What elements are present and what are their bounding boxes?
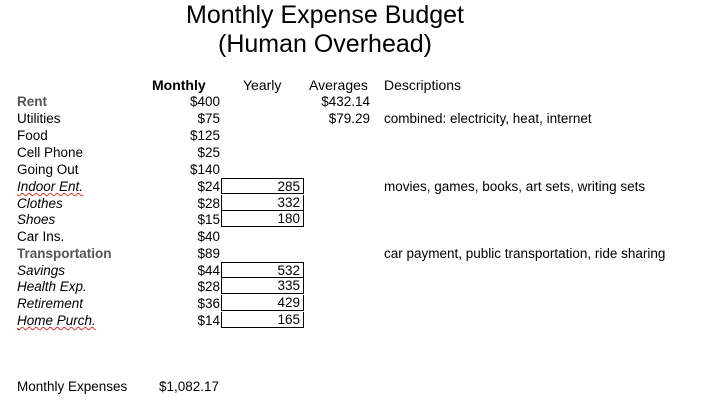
row-label: Going Out: [17, 162, 79, 177]
page-title-line-2: (Human Overhead): [218, 30, 432, 58]
table-row: [0, 178, 706, 195]
row-monthly: $40: [197, 229, 220, 244]
row-monthly: $75: [197, 111, 220, 126]
table-row: [0, 195, 706, 212]
row-average: $79.29: [328, 111, 370, 126]
total-label: Monthly Expenses: [17, 379, 128, 394]
table-row: [0, 93, 706, 110]
row-yearly-cell: 332: [221, 195, 304, 211]
header-yearly: Yearly: [243, 77, 282, 93]
row-yearly-cell: 532: [221, 262, 304, 278]
table-row: [0, 228, 706, 245]
row-average: $432.14: [321, 94, 370, 109]
header-descriptions: Descriptions: [384, 77, 462, 93]
row-monthly: $89: [197, 246, 220, 261]
row-label: Health Exp.: [17, 279, 87, 294]
table-row: [0, 312, 706, 329]
row-description: combined: electricity, heat, internet: [384, 111, 592, 126]
row-description: car payment, public transportation, ride sharing: [384, 246, 666, 261]
row-yearly-cell: 429: [221, 295, 304, 311]
row-label: Utilities: [17, 111, 61, 126]
row-monthly: $36: [197, 296, 220, 311]
row-monthly: $28: [197, 196, 220, 211]
table-row: [0, 127, 706, 144]
row-yearly-cell: 165: [221, 312, 304, 328]
row-monthly: $15: [197, 212, 220, 227]
row-yearly-cell: 335: [221, 278, 304, 294]
table-row: [0, 295, 706, 312]
table-row: [0, 144, 706, 161]
row-monthly: $400: [189, 94, 220, 109]
row-monthly: $24: [197, 179, 220, 194]
row-label: Clothes: [17, 196, 63, 211]
table-row: [0, 262, 706, 279]
table-row: [0, 211, 706, 228]
row-monthly: $125: [189, 128, 220, 143]
row-monthly: $140: [189, 162, 220, 177]
row-monthly: $25: [197, 145, 220, 160]
stray-mark-icon: ˋ: [17, 328, 21, 339]
table-row: [0, 278, 706, 295]
row-monthly: $14: [197, 313, 220, 328]
row-yearly-cell: 285: [221, 178, 304, 194]
row-label: Shoes: [17, 212, 56, 227]
row-label: Rent: [17, 94, 47, 109]
row-label: Home Purch.: [17, 313, 96, 328]
table-row: [0, 161, 706, 178]
row-label: Transportation: [17, 246, 112, 261]
page-title-line-1: Monthly Expense Budget: [186, 1, 464, 29]
row-monthly: $44: [197, 263, 220, 278]
row-label: Car Ins.: [17, 229, 65, 244]
row-monthly: $28: [197, 279, 220, 294]
total-value: $1,082.17: [159, 379, 220, 394]
row-label: Food: [17, 128, 48, 143]
header-averages: Averages: [309, 77, 368, 93]
row-label: Indoor Ent.: [17, 179, 84, 194]
header-monthly: Monthly: [152, 77, 206, 93]
row-label: Cell Phone: [17, 145, 84, 160]
row-label: Savings: [17, 263, 66, 278]
row-yearly-cell: 180: [221, 211, 304, 227]
row-label: Retirement: [17, 296, 84, 311]
table-row: [0, 110, 706, 127]
row-description: movies, games, books, art sets, writing sets: [384, 179, 646, 194]
table-row: [0, 245, 706, 262]
